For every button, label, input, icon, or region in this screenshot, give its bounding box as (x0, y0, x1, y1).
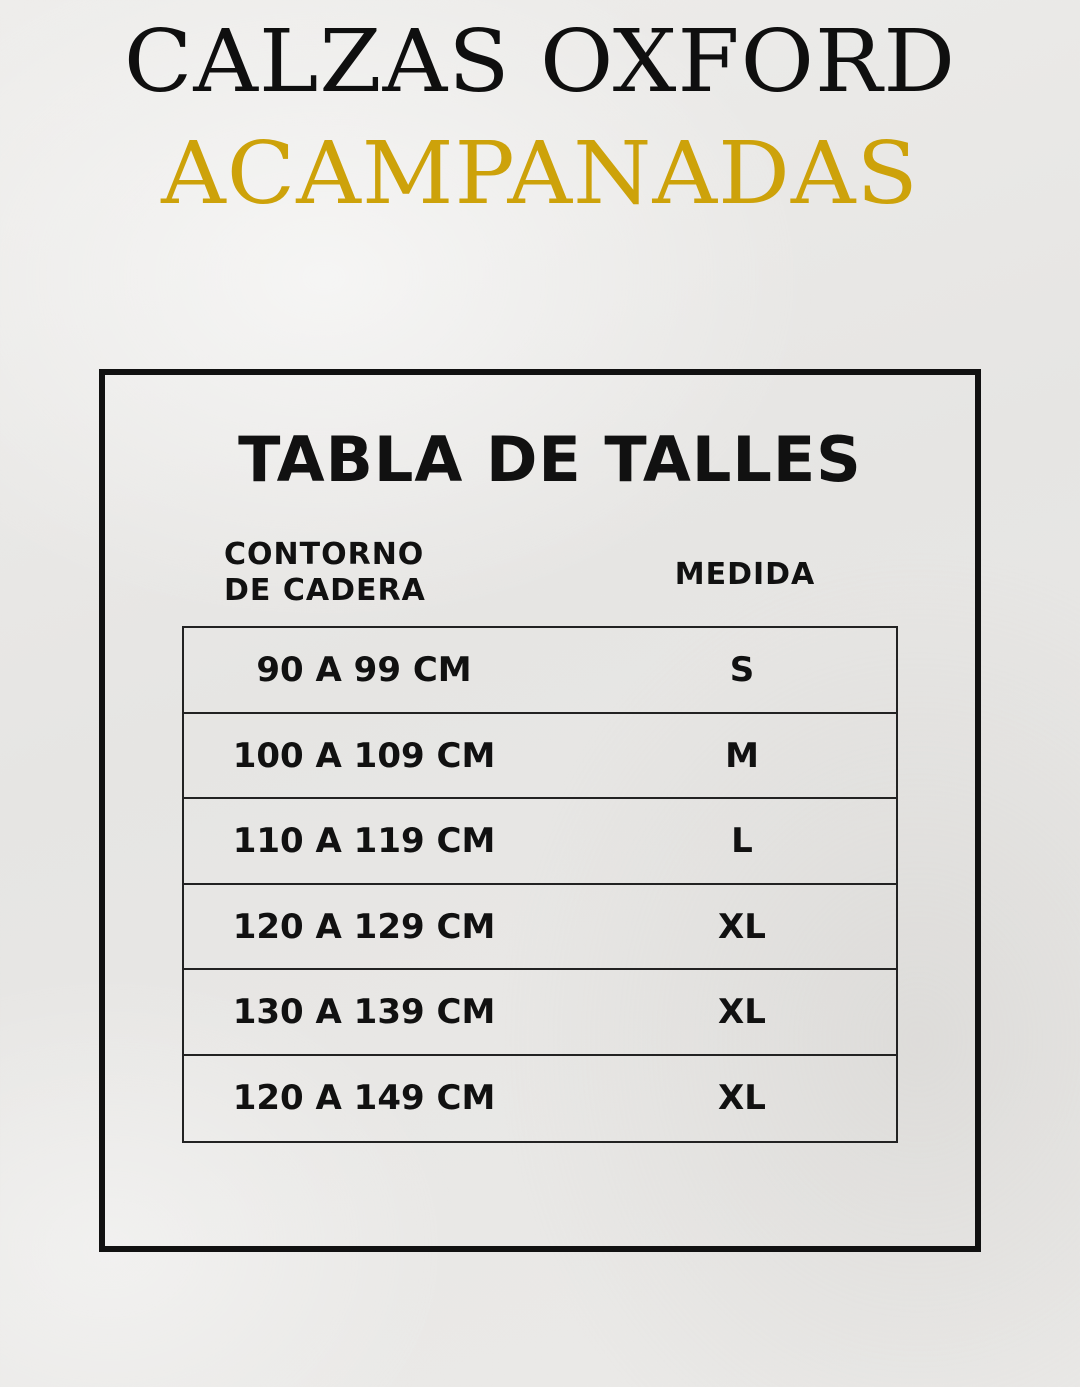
hip-range-cell: 120 A 149 CM (232, 1077, 496, 1118)
hip-range-cell: 100 A 109 CM (232, 735, 496, 776)
column-header-hip-line2: DE CADERA (224, 573, 426, 608)
size-cell: S (729, 650, 755, 690)
hip-range-cell: 110 A 119 CM (232, 821, 496, 861)
table-row (184, 714, 896, 800)
table-row (184, 628, 896, 714)
title-line-2: ACAMPANADAS (161, 124, 919, 224)
size-cell: XL (718, 906, 766, 947)
size-cell: XL (718, 1077, 766, 1118)
size-cell: M (725, 735, 759, 776)
hip-range-cell: 120 A 129 CM (232, 906, 496, 947)
size-table (182, 626, 898, 1143)
table-row (184, 1056, 896, 1142)
table-row (184, 970, 896, 1056)
hip-range-cell: 90 A 99 CM (256, 650, 472, 690)
column-header-size: MEDIDA (674, 557, 816, 592)
table-title: TABLA DE TALLES (238, 423, 862, 496)
hip-range-cell: 130 A 139 CM (232, 992, 496, 1032)
table-row (184, 799, 896, 885)
title-line-1: CALZAS OXFORD (123, 12, 957, 112)
size-cell: XL (718, 992, 766, 1032)
table-row (184, 885, 896, 971)
column-header-hip (224, 537, 484, 609)
column-header-hip-line1: CONTORNO (224, 537, 425, 572)
size-cell: L (731, 821, 753, 861)
